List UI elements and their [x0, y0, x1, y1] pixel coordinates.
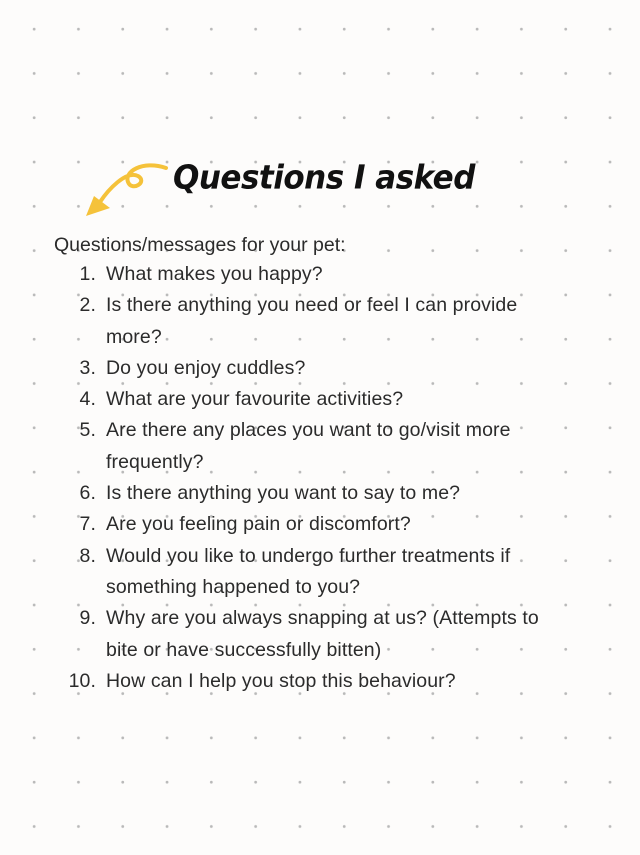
question-text: What are your favourite activities?: [106, 388, 404, 411]
list-item: [54, 603, 594, 666]
question-text: Do you enjoy cuddles?: [106, 356, 306, 379]
intro-text: Questions/messages for your pet:: [54, 234, 346, 256]
list-item: [54, 415, 594, 478]
question-text: How can I help you stop this behaviour?: [106, 669, 456, 692]
list-number: 6.: [79, 482, 96, 505]
question-text: Would you like to undergo further treatments if something happened to you?: [106, 544, 511, 598]
page-title: Questions I asked: [173, 159, 475, 197]
question-text: Are you feeling pain or discomfort?: [106, 513, 411, 536]
list-item: [54, 290, 594, 353]
question-text: Is there anything you want to say to me?: [106, 482, 461, 505]
list-number: 2.: [79, 294, 96, 317]
question-text: What makes you happy?: [106, 263, 323, 285]
list-number: 1.: [79, 263, 96, 285]
question-list: [54, 259, 594, 697]
list-item: [54, 478, 594, 509]
question-text: Are there any places you want to go/visit more frequently?: [106, 419, 511, 473]
list-number: 4.: [79, 388, 96, 411]
question-text: Why are you always snapping at us? (Attempts to bite or have successfully bitten): [106, 607, 539, 661]
list-number: 8.: [79, 544, 96, 567]
list-number: 3.: [79, 356, 96, 379]
list-item: [54, 259, 594, 290]
list-item: [54, 384, 594, 415]
list-number: 7.: [79, 513, 96, 536]
list-item: [54, 541, 594, 604]
question-text: Is there anything you need or feel I can provide more?: [106, 294, 518, 348]
list-item: [54, 509, 594, 540]
list-number: 10.: [68, 669, 96, 692]
list-number: 5.: [79, 419, 96, 442]
curved-arrow-icon: [80, 160, 170, 222]
list-item: [54, 353, 594, 384]
list-number: 9.: [79, 607, 96, 630]
list-item: [54, 666, 594, 697]
